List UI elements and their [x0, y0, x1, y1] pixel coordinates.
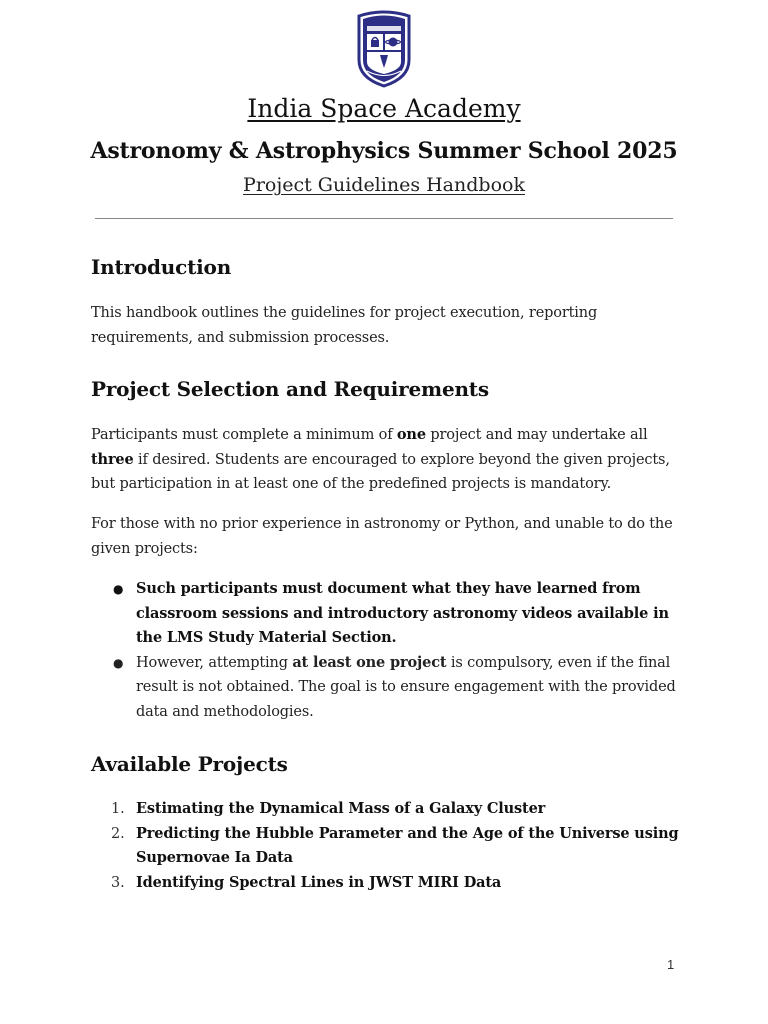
program-title: Astronomy & Astrophysics Summer School 2025	[90, 138, 678, 164]
emphasis-one: one	[396, 426, 426, 443]
organization-title: India Space Academy	[247, 94, 521, 123]
emphasis-three: three	[91, 450, 134, 468]
list-item	[91, 651, 681, 725]
document-title: Project Guidelines Handbook	[243, 174, 525, 196]
project-item	[91, 871, 681, 896]
requirements-bullet-list	[91, 577, 681, 724]
introduction-body: This handbook outlines the guidelines for project execution, reporting requirements, and submission processes.	[91, 305, 598, 346]
project-title: Identifying Spectral Lines in JWST MIRI Data	[136, 873, 502, 891]
bullet-icon: ●	[113, 582, 124, 596]
selection-heading: Project Selection and Requirements	[91, 377, 489, 401]
item-number: 1.	[111, 801, 125, 817]
project-title: Estimating the Dynamical Mass of a Galaxy Cluster	[136, 800, 546, 817]
bullet-text: is compulsory, even if the final result is not obtained. The goal is to ensure engagement with the provided data and methodologies.	[136, 654, 676, 720]
project-item	[91, 822, 681, 871]
text-run: if desired. Students are encouraged to explore beyond the given projects, but participation in at least one of the predefined projects is mandatory.	[91, 451, 670, 492]
text-run: project and may undertake all	[425, 427, 648, 443]
project-item	[91, 797, 681, 822]
selection-paragraph-1	[91, 423, 681, 497]
introduction-heading: Introduction	[91, 255, 232, 279]
bullet-icon: ●	[113, 655, 124, 670]
item-number: 2.	[111, 825, 125, 842]
projects-numbered-list	[91, 797, 681, 895]
selection-paragraph-2: For those with no prior experience in astronomy or Python, and unable to do the given projects:	[91, 516, 673, 557]
item-number: 3.	[111, 874, 125, 891]
page-number: 1	[667, 957, 675, 972]
text-run: Participants must complete a minimum of	[91, 427, 397, 443]
list-item	[91, 577, 681, 651]
project-title: Predicting the Hubble Parameter and the Age of the Universe using Supernovae Ia Data	[136, 824, 679, 866]
academy-logo	[355, 10, 413, 88]
bullet-text: However, attempting	[136, 654, 293, 671]
emphasis-at-least-one-project: at least one project	[292, 653, 447, 671]
projects-heading: Available Projects	[91, 752, 288, 776]
academy-crest-icon	[355, 10, 413, 88]
header-divider	[95, 218, 673, 219]
bullet-text: Such participants must document what they have learned from classroom sessions and introductory astronomy videos available in the LMS Study Material Section.	[136, 580, 669, 646]
